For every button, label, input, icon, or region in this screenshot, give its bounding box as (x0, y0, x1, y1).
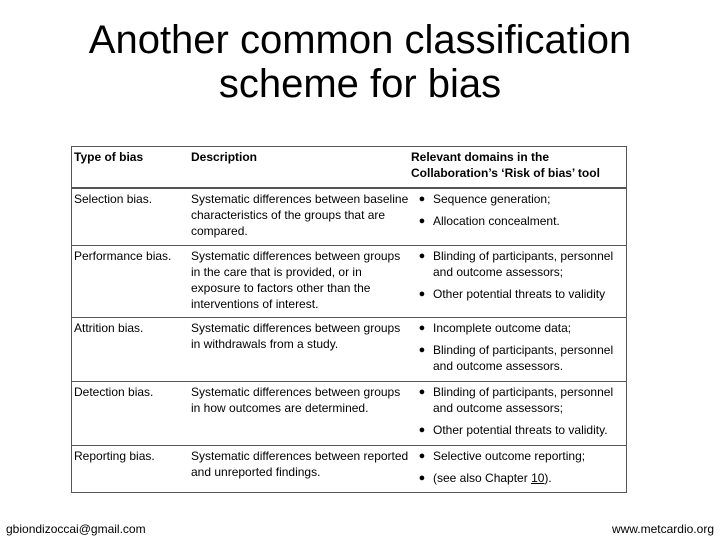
domain-bullet: ● Blinding of participants, personnel and outcome assessors; (411, 384, 626, 416)
table-row (72, 318, 626, 382)
chapter-link[interactable]: 10 (531, 471, 545, 485)
bias-type: Reporting bias. (74, 449, 155, 463)
bias-type: Selection bias. (74, 192, 153, 206)
header-domains-line-2: Collaboration’s ‘Risk of bias’ tool (411, 166, 600, 180)
bullet-icon: ● (418, 215, 426, 227)
bias-table (71, 146, 627, 493)
bias-domains (409, 446, 626, 492)
bias-domains (409, 382, 626, 445)
chapter-ref-prefix: (see also Chapter (433, 471, 532, 485)
bullet-icon: ● (418, 288, 426, 300)
bias-description: Systematic differences between groups in how outcomes are determined. (191, 385, 401, 415)
domain-bullet: ● Sequence generation; (411, 191, 626, 207)
bullet-icon: ● (418, 250, 426, 262)
bias-type: Detection bias. (74, 385, 154, 399)
slide-title (0, 18, 720, 106)
bias-type: Attrition bias. (74, 321, 144, 335)
bullet-icon: ● (418, 424, 426, 436)
bullet-icon: ● (418, 472, 426, 484)
bias-description: Systematic differences between groups in withdrawals from a study. (191, 321, 401, 351)
domain-bullet: ● Incomplete outcome data; (411, 320, 626, 336)
bullet-icon: ● (418, 450, 426, 462)
bias-domains (409, 189, 626, 245)
domain-bullet: ● Blinding of participants, personnel and outcome assessors; (411, 248, 626, 280)
footer-website: www.metcardio.org (611, 522, 714, 536)
domain-bullet (411, 470, 626, 486)
domain-bullet: ● Blinding of participants, personnel and outcome assessors. (411, 342, 626, 374)
bullet-icon: ● (418, 344, 426, 356)
table-row (72, 446, 626, 492)
table-row (72, 246, 626, 318)
bias-description: Systematic differences between reported and unreported findings. (191, 449, 409, 479)
bias-domains (409, 246, 626, 317)
bias-domains (409, 318, 626, 381)
header-type: Type of bias (74, 150, 144, 164)
domain-bullet: ● Selective outcome reporting; (411, 448, 626, 464)
header-description: Description (191, 150, 258, 164)
header-domains (409, 147, 626, 187)
table-row (72, 189, 626, 246)
domain-bullet: ● Allocation concealment. (411, 213, 626, 229)
header-domains-line-1: Relevant domains in the (411, 150, 550, 164)
footer-email: gbiondizoccai@gmail.com (6, 522, 146, 536)
chapter-ref-suffix: ). (544, 471, 552, 485)
bias-description: Systematic differences between baseline characteristics of the groups that are compared. (191, 192, 409, 238)
bias-type: Performance bias. (74, 249, 172, 263)
bullet-icon: ● (418, 322, 426, 334)
table-header-row (72, 147, 626, 189)
slide-title-line-2: scheme for bias (218, 62, 502, 106)
slide-title-line-1: Another common classification (88, 18, 632, 62)
table-row (72, 382, 626, 446)
bullet-icon: ● (418, 386, 426, 398)
bullet-icon: ● (418, 193, 426, 205)
domain-bullet: ● Other potential threats to validity. (411, 422, 626, 438)
domain-bullet: ● Other potential threats to validity (411, 286, 626, 302)
bias-description: Systematic differences between groups in the care that is provided, or in exposure to factors other than the interventions of interest. (191, 249, 401, 311)
